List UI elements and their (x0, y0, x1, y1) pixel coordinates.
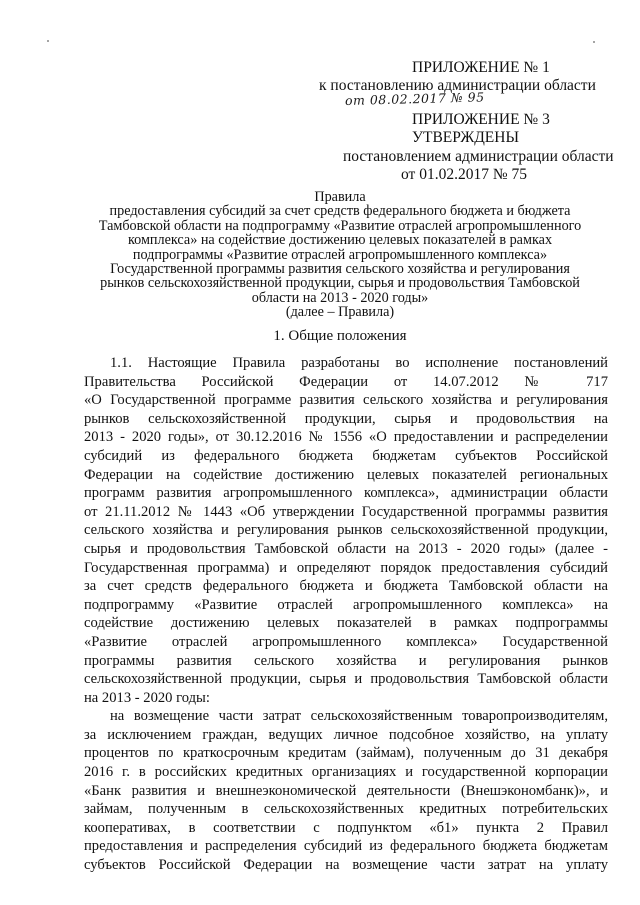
body-line: субъектов Российской Федерации на возмещение части затрат на уплату (84, 857, 608, 874)
body-line: содействие достижению целевых показателей в рамках подпрограммы (84, 615, 608, 632)
title-line: Тамбовской области на подпрограмму «Развитие отраслей агропромышленного (98, 217, 582, 234)
scan-speck (47, 40, 49, 42)
body-line: «Развитие отраслей агропромышленного комплекса» Государственной (84, 633, 608, 650)
body-line: сырья и продовольствия Тамбовской области на 2013 - 2020 годы» (далее - (84, 540, 608, 557)
body-line: подпрограмму «Развитие отраслей агропромышленного комплекса» на (84, 596, 608, 613)
to-resolution-line: к постановлению администрации области (319, 77, 596, 94)
body-line: предоставления и распределения субсидий из федерального бюджета бюджетам (84, 838, 608, 855)
body-line: займам, полученным в сельскохозяйственных кредитных потребительских (84, 801, 608, 818)
body-line: рынков сельскохозяйственной продукции, сырья и продовольствия на (84, 410, 608, 427)
approved-label: УТВЕРЖДЕНЫ (412, 129, 519, 146)
document-body (84, 354, 608, 875)
appendix-3-label: ПРИЛОЖЕНИЕ № 3 (412, 111, 550, 128)
body-line: программы развития сельского хозяйства и регулирования рынков (84, 652, 608, 669)
body-line: субсидий из федерального бюджета бюджетам субъектов Российской (84, 447, 608, 464)
body-line: сельского хозяйства и регулирования рынков сельскохозяйственной продукции, (84, 522, 608, 539)
body-line: 1.1. Настоящие Правила разработаны во исполнение постановлений (110, 355, 608, 371)
body-line: Правительства Российской Федерации от 14.07.2012 № 717 (84, 373, 608, 390)
body-line: на 2013 - 2020 годы: (84, 689, 210, 706)
body-line: на возмещение части затрат сельскохозяйственным товаропроизводителям, (110, 708, 608, 725)
body-line: сельскохозяйственной продукции, сырья и продовольствия Тамбовской области (84, 671, 608, 688)
body-line: «О Государственной программе развития сельского хозяйства и регулирования (84, 392, 608, 409)
title-line: Государственной программы развития сельского хозяйства и регулирования (110, 261, 570, 278)
title-line: предоставления субсидий за счет средств федерального бюджета и бюджета (109, 203, 571, 220)
title-line: комплекса» на содействие достижению целевых показателей в рамках (127, 232, 553, 249)
title-line: подпрограммы «Развитие отраслей агропромышленного комплекса» (132, 246, 548, 263)
body-line: Государственная программа) и определяют порядок предоставления субсидий (84, 559, 608, 576)
title-line: Правила (314, 189, 366, 205)
resolution-line: постановлением администрации области (343, 148, 614, 165)
section-heading: 1. Общие положения (273, 328, 407, 344)
body-line: Федерации на содействие достижению целевых показателей региональных (84, 466, 608, 483)
body-line: от 21.11.2012 № 1443 «Об утверждении Государственной программы развития (84, 503, 608, 520)
scan-speck (593, 41, 595, 43)
body-line: программ развития агропромышленного комплекса», администрации области (84, 485, 608, 502)
resolution-date: от 01.02.2017 № 75 (401, 166, 527, 183)
body-line: процентов по краткосрочным кредитам (займам), полученным до 31 декабря (84, 745, 608, 762)
appendix-1-label: ПРИЛОЖЕНИЕ № 1 (412, 59, 550, 76)
body-line: «Банк развития и внешнеэкономической деятельности (Внешэкономбанк)», и (84, 782, 608, 799)
body-line: 2016 г. в российских кредитных организациях и государственной корпорации (84, 764, 608, 781)
body-line: кооперативах, в соответствии с подпунктом «б1» пункта 2 Правил (84, 819, 608, 836)
title-line: области на 2013 - 2020 годы» (251, 289, 429, 306)
title-line: (далее – Правила) (285, 304, 395, 321)
title-line: рынков сельскохозяйственной продукции, сырья и продовольствия Тамбовской (100, 275, 580, 292)
body-line: за счет средств федерального бюджета и бюджета Тамбовской области на (84, 578, 608, 595)
handwritten-date-number: от 08.02.2017 № 95 (344, 89, 485, 108)
body-line: 2013 - 2020 годы», от 30.12.2016 № 1556 «О предоставлении и распределении (84, 429, 608, 446)
paragraph-subsidy (84, 707, 608, 874)
body-line: за исключением граждан, ведущих личное подсобное хозяйство, на уплату (84, 726, 608, 743)
paragraph-1-1 (84, 354, 608, 707)
document-title (70, 190, 610, 320)
